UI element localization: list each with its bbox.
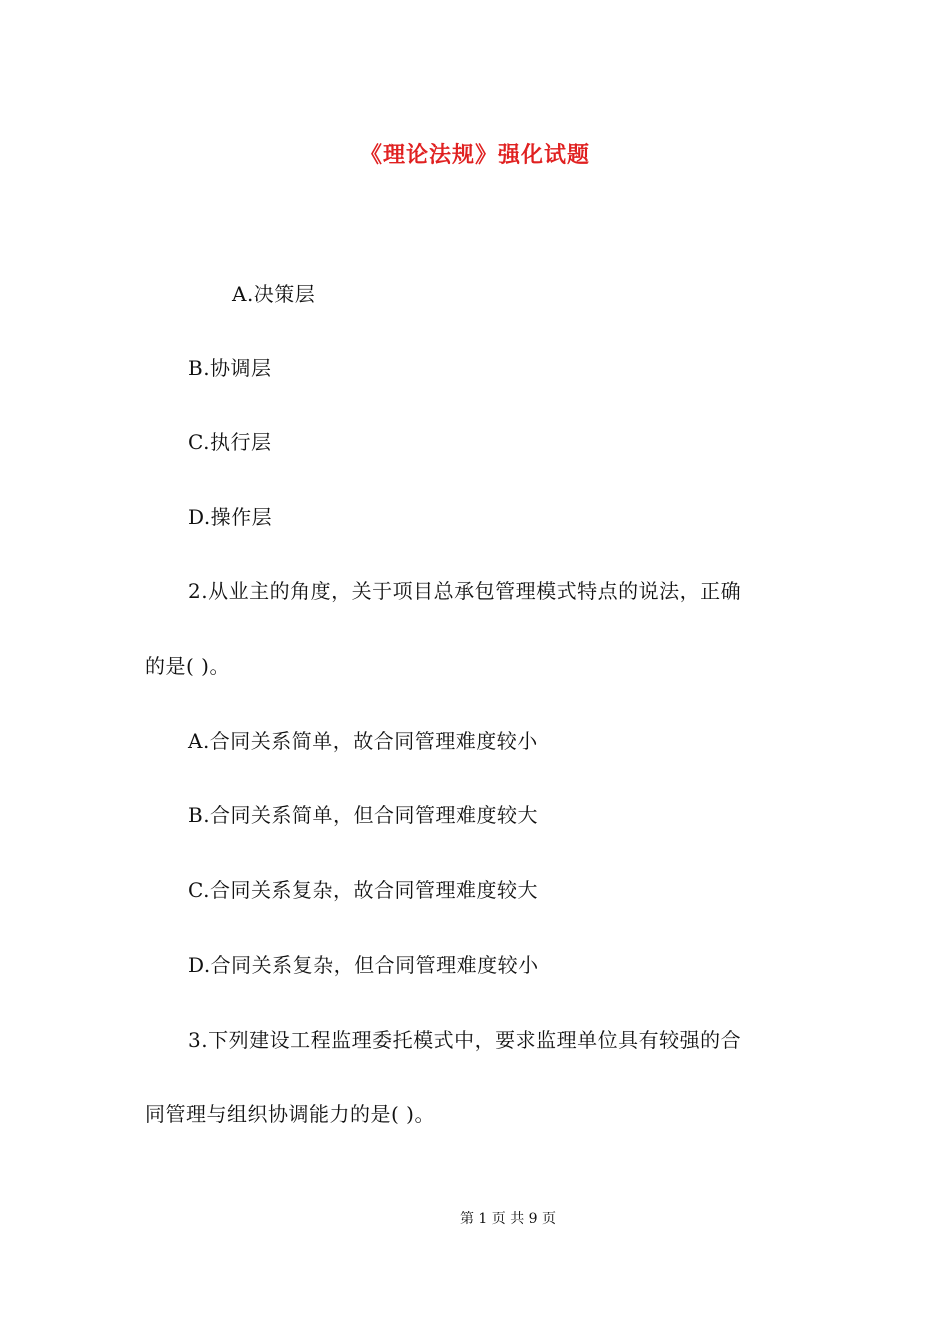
option-line: D.操作层 [188, 505, 273, 529]
option-line: A.合同关系简单，故合同管理难度较小 [188, 729, 538, 753]
page-footer: 第 1 页 共 9 页 [459, 1211, 557, 1227]
page-title: 《理论法规》强化试题 [359, 143, 590, 168]
question-line: 同管理与组织协调能力的是( )。 [145, 1102, 435, 1126]
question-line: 的是( )。 [145, 654, 230, 678]
question-line: 3.下列建设工程监理委托模式中，要求监理单位具有较强的合 [188, 1028, 742, 1052]
option-line: B.合同关系简单，但合同管理难度较大 [188, 803, 539, 827]
option-line: A.决策层 [232, 282, 316, 306]
option-line: C.合同关系复杂，故合同管理难度较大 [188, 878, 538, 902]
question-line: 2.从业主的角度，关于项目总承包管理模式特点的说法，正确 [188, 579, 742, 603]
option-line: C.执行层 [188, 430, 272, 454]
option-line: D.合同关系复杂，但合同管理难度较小 [188, 953, 539, 977]
option-line: B.协调层 [188, 356, 272, 380]
